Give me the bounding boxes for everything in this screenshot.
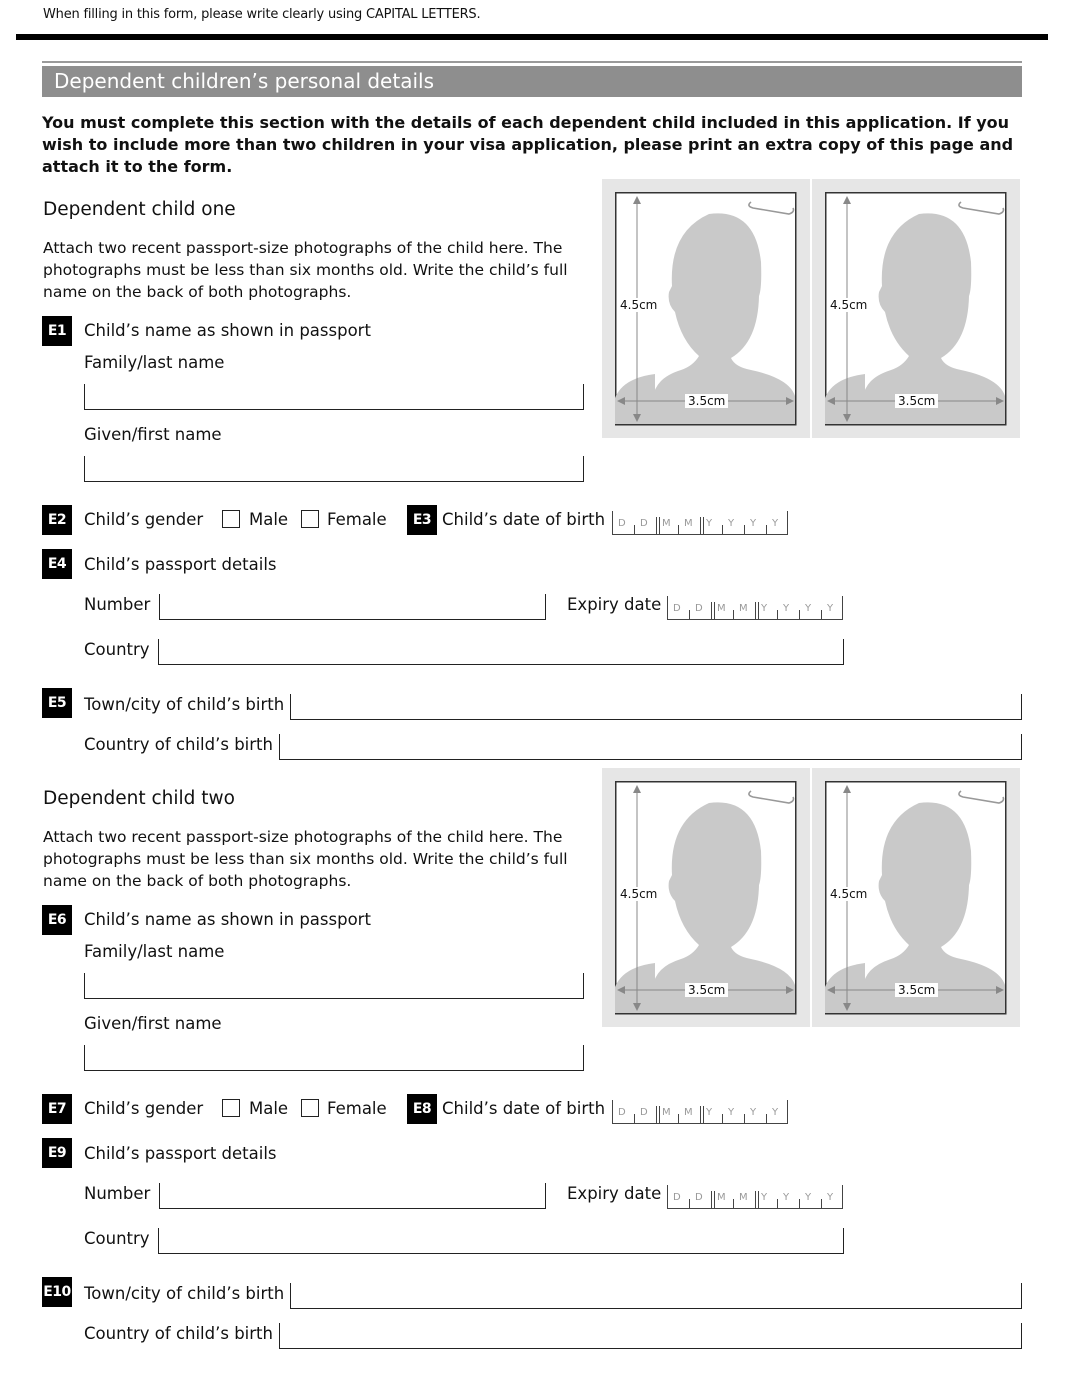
child-one-heading: Dependent child one <box>43 199 236 220</box>
child-two-name-code: E6 <box>42 905 72 935</box>
date-letter: M <box>662 518 671 529</box>
child-two-passport-code: E9 <box>42 1138 72 1168</box>
child-two-heading: Dependent child two <box>43 788 235 809</box>
date-letter: Y <box>761 603 768 614</box>
date-letter: D <box>673 603 681 614</box>
child-two-expiry-label: Expiry date <box>567 1184 662 1203</box>
child-one-photo-instructions: Attach two recent passport-size photographs of the child here. The photographs must be less than six months old. Write the child’s full name on the back of both photographs. <box>43 239 568 301</box>
date-letter: M <box>662 1107 671 1118</box>
date-letter: D <box>618 1107 626 1118</box>
child-one-birth-country-label: Country of child’s birth <box>84 735 273 754</box>
child-two-birth-country-label: Country of child’s birth <box>84 1324 273 1343</box>
child-one-gender-label: Child’s gender <box>84 510 204 529</box>
date-letter: Y <box>772 1107 779 1118</box>
child-two-number-label: Number <box>84 1184 151 1203</box>
date-letter: D <box>673 1192 681 1203</box>
date-letter: M <box>739 603 748 614</box>
date-letter: M <box>717 603 726 614</box>
child-one-passport-code: E4 <box>42 549 72 579</box>
child-one-dob-code: E3 <box>407 505 437 535</box>
child-two-family-input[interactable] <box>84 973 584 999</box>
child-two-passport-country-input[interactable] <box>158 1228 844 1254</box>
photo-height-label: 4.5cm <box>620 298 658 312</box>
date-letter: Y <box>805 1192 812 1203</box>
date-letter: Y <box>728 518 735 529</box>
child-two-passport-label: Child’s passport details <box>84 1144 277 1163</box>
child-two-family-label: Family/last name <box>84 942 225 961</box>
child-two-birth-code: E10 <box>42 1277 72 1307</box>
child-two-female-label: Female <box>327 1099 387 1118</box>
date-letter: M <box>684 518 693 529</box>
date-letter: Y <box>772 518 779 529</box>
date-letter: D <box>695 603 703 614</box>
child-one-name-code: E1 <box>42 316 72 346</box>
child-one-gender-code: E2 <box>42 505 72 535</box>
child-two-town-label: Town/city of child’s birth <box>84 1284 285 1303</box>
child-one-male-label: Male <box>249 510 289 529</box>
child-one-passport-label: Child’s passport details <box>84 555 277 574</box>
form-notice: When filling in this form, please write clearly using CAPITAL LETTERS. <box>43 7 481 22</box>
child-one-number-label: Number <box>84 595 151 614</box>
date-letter: Y <box>783 1192 790 1203</box>
child-two-dob-label: Child’s date of birth <box>442 1099 606 1118</box>
date-letter: Y <box>750 1107 757 1118</box>
child-two-male-label: Male <box>249 1099 289 1118</box>
child-one-town-label: Town/city of child’s birth <box>84 695 285 714</box>
child-two-name-label: Child’s name as shown in passport <box>84 910 371 929</box>
child-two-expiry-input[interactable] <box>667 1185 843 1209</box>
photo-width-label: 3.5cm <box>895 394 938 408</box>
date-letter: Y <box>827 1192 834 1203</box>
child-two-birth-country-input[interactable] <box>279 1323 1022 1349</box>
child-one-given-label: Given/first name <box>84 425 222 444</box>
child-two-given-label: Given/first name <box>84 1014 222 1033</box>
date-letter: M <box>717 1192 726 1203</box>
date-letter: Y <box>706 518 713 529</box>
date-letter: Y <box>783 603 790 614</box>
date-letter: D <box>640 518 648 529</box>
child-one-name-label: Child’s name as shown in passport <box>84 321 371 340</box>
child-two-dob-input[interactable] <box>612 1100 788 1124</box>
date-letter: Y <box>750 518 757 529</box>
child-one-female-label: Female <box>327 510 387 529</box>
date-letter: Y <box>761 1192 768 1203</box>
date-letter: D <box>640 1107 648 1118</box>
child-one-birth-code: E5 <box>42 688 72 718</box>
child-two-dob-code: E8 <box>407 1094 437 1124</box>
date-letter: D <box>618 518 626 529</box>
child-two-birth-town-input[interactable] <box>290 1283 1022 1309</box>
child-two-country-label: Country <box>84 1229 150 1248</box>
child-two-photo-instructions: Attach two recent passport-size photographs of the child here. The photographs must be less than six months old. Write the child’s full name on the back of both photographs. <box>43 828 568 890</box>
date-letter: M <box>684 1107 693 1118</box>
section-title: Dependent children’s personal details <box>42 66 1022 97</box>
date-letter: D <box>695 1192 703 1203</box>
photo-height-label: 4.5cm <box>830 298 868 312</box>
photo-width-label: 3.5cm <box>895 983 938 997</box>
child-two-gender-label: Child’s gender <box>84 1099 204 1118</box>
child-two-female-checkbox[interactable] <box>301 1099 319 1117</box>
child-one-expiry-label: Expiry date <box>567 595 662 614</box>
child-one-dob-label: Child’s date of birth <box>442 510 606 529</box>
child-one-family-label: Family/last name <box>84 353 225 372</box>
child-two-passport-number-input[interactable] <box>159 1183 546 1209</box>
date-letter: Y <box>827 603 834 614</box>
child-two-gender-code: E7 <box>42 1094 72 1124</box>
date-grid <box>612 1100 788 1124</box>
child-one-country-label: Country <box>84 640 150 659</box>
photo-height-label: 4.5cm <box>620 887 658 901</box>
date-letter: Y <box>728 1107 735 1118</box>
section-intro: You must complete this section with the details of each dependent child included in this application. If you wish to include more than two children in your visa application, please print an extra copy of this page and attach it to the form. <box>42 113 1014 176</box>
date-letter: Y <box>805 603 812 614</box>
child-two-given-input[interactable] <box>84 1045 584 1071</box>
date-grid <box>667 1185 843 1209</box>
date-letter: M <box>739 1192 748 1203</box>
photo-width-label: 3.5cm <box>685 394 728 408</box>
photo-width-label: 3.5cm <box>685 983 728 997</box>
date-letter: Y <box>706 1107 713 1118</box>
photo-height-label: 4.5cm <box>830 887 868 901</box>
child-two-male-checkbox[interactable] <box>222 1099 240 1117</box>
